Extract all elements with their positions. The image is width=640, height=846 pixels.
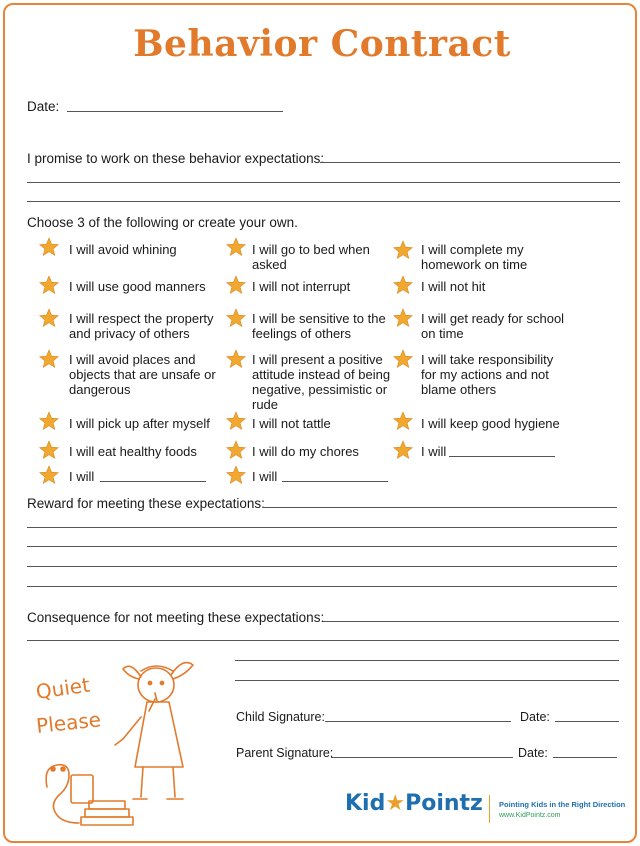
quiet-please-illustration [23,647,223,837]
star-icon [226,349,246,369]
page-title: Behavior Contract [133,23,511,65]
illustration-text-quiet: Quiet [34,672,92,704]
custom-option-line[interactable] [100,481,206,482]
parent-date-line[interactable] [553,757,617,758]
reward-line-2[interactable] [27,527,617,528]
brand-divider [489,795,490,823]
star-icon [226,237,246,257]
child-date-label: Date: [520,710,550,724]
consequence-line-2[interactable] [27,640,619,641]
reward-line-4[interactable] [27,566,617,567]
child-date-line[interactable] [555,721,619,722]
option-3[interactable]: I will complete my homework on time [421,242,528,272]
consequence-label: Consequence for not meeting these expectations: [27,610,325,625]
option-14[interactable]: I will not tattle [252,416,331,431]
reward-line-5[interactable] [27,586,617,587]
star-icon [226,440,246,460]
star-icon [393,440,413,460]
child-signature-label: Child Signature: [236,710,325,724]
reward-label: Reward for meeting these expectations: [27,496,265,511]
star-icon [39,308,59,328]
star-icon [226,308,246,328]
option-7[interactable]: I will respect the property and privacy of others [69,311,214,341]
option-8[interactable]: I will be sensitive to the feelings of others [252,311,386,341]
option-18: I will [421,444,447,459]
reward-line-1[interactable] [263,507,617,508]
brand-url[interactable]: www.KidPointz.com [499,812,561,819]
star-icon [393,411,413,431]
star-icon [39,465,59,485]
star-icon [393,240,413,260]
option-2[interactable]: I will go to bed when asked [252,242,370,272]
promise-line-1[interactable] [320,162,620,163]
consequence-line-4[interactable] [235,680,619,681]
promise-line-2[interactable] [27,182,620,183]
option-6[interactable]: I will not hit [421,279,486,294]
child-signature-line[interactable] [325,721,511,722]
star-icon [39,411,59,431]
reward-line-3[interactable] [27,546,617,547]
option-10[interactable]: I will avoid places and objects that are unsafe or dangerous [69,352,216,397]
brand-tagline: Pointing Kids in the Right Direction [499,800,626,809]
star-icon [39,237,59,257]
promise-label: I promise to work on these behavior expectations: [27,151,325,166]
option-1[interactable]: I will avoid whining [69,242,177,257]
parent-signature-label: Parent Signature: [236,746,334,760]
option-9[interactable]: I will get ready for school on time [421,311,565,341]
star-icon [226,275,246,295]
star-icon [39,275,59,295]
option-15[interactable]: I will keep good hygiene [421,416,560,431]
promise-line-3[interactable] [27,201,620,202]
option-4[interactable]: I will use good manners [69,279,206,294]
option-12[interactable]: I will take responsibility for my actions and not blame others [421,352,554,397]
star-icon [39,440,59,460]
option-17[interactable]: I will do my chores [252,444,359,459]
choose-label: Choose 3 of the following or create your own. [27,215,298,230]
custom-option-line[interactable] [449,456,555,457]
option-5[interactable]: I will not interrupt [252,279,351,294]
date-line[interactable] [67,111,283,112]
option-19: I will [69,469,95,484]
star-icon [393,275,413,295]
parent-date-label: Date: [518,746,548,760]
contract-page [3,3,637,843]
option-11[interactable]: I will present a positive attitude instead of being negative, pessimistic or rude [252,352,391,412]
star-icon [393,308,413,328]
consequence-line-1[interactable] [323,621,619,622]
option-16[interactable]: I will eat healthy foods [69,444,197,459]
star-icon [39,349,59,369]
star-icon [393,349,413,369]
illustration-text-please: Please [35,707,103,738]
consequence-line-3[interactable] [235,660,619,661]
date-label: Date: [27,99,60,114]
star-icon [226,465,246,485]
kidpointz-logo: Kid★Pointz [345,791,483,816]
star-logo-icon: ★ [385,791,406,816]
option-20: I will [252,469,278,484]
custom-option-line[interactable] [282,481,388,482]
option-13[interactable]: I will pick up after myself [69,416,210,431]
parent-signature-line[interactable] [331,757,513,758]
star-icon [226,411,246,431]
